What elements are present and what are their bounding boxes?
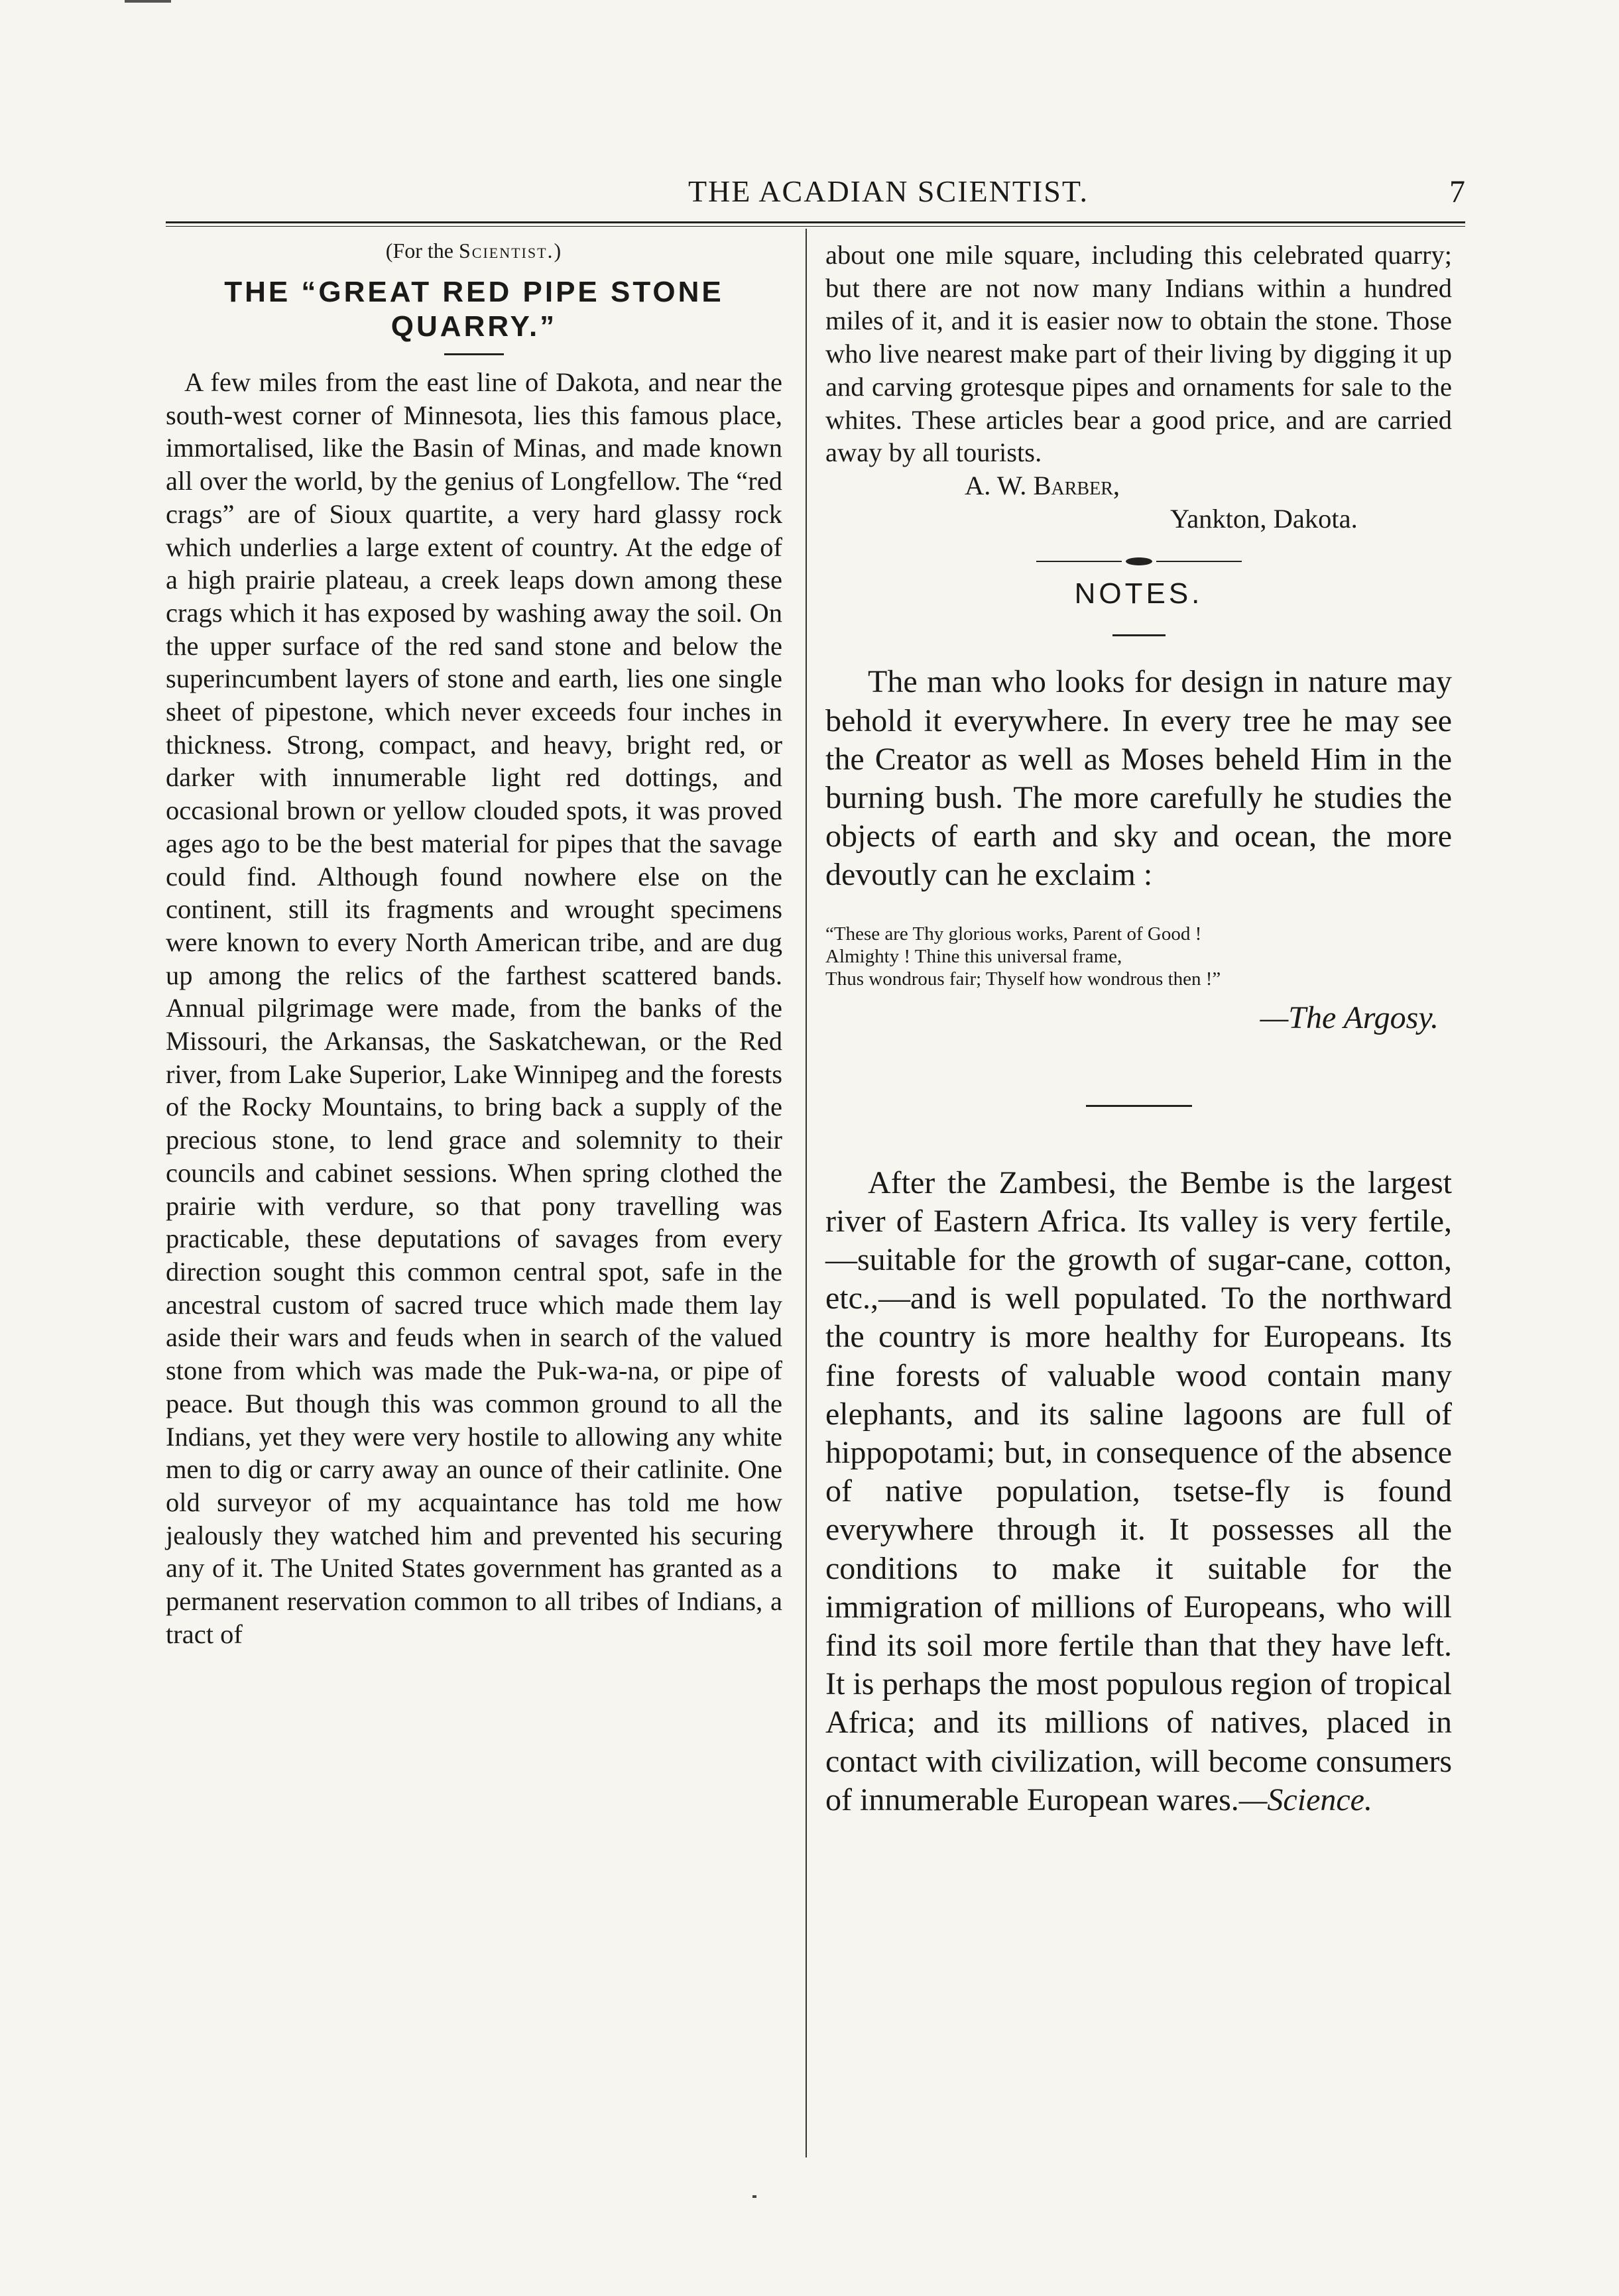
article-paragraph: A few miles from the east line of Dakota, and near the south-west corner of Minnesota, lies this famous place, immortalised, like the Basin of Minas, and made known all over the world, by the genius of Longfellow. The “red crags” are of Sioux quartite, a very hard glassy rock which underlies a large extent of country. At the edge of a high prairie plateau, a creek leaps down among these crags which it has exposed by washing away the soil. On the upper surface of the red sand stone and below the superincumbent layers of stone and earth, lies one single sheet of pipestone, which never exceeds four inches in thickness. Strong, compact, and heavy, bright red, or darker with innumerable light red dottings, and occasional brown or yellow clouded spots, it was proved ages ago to be the best material for pipes that the savage could find. Although found nowhere else on the continent, still its fragments and wrought specimens were known to every North American tribe, and are dug up among the relics of the farthest scattered bands. Annual pilgrimage were made, from the banks of the Missouri, the Arkansas, the Saskatchewan, or the Red river, from Lake Superior, Lake Winnipeg and the forests of the Rocky Mountains, to bring back a supply of the precious stone, to lend grace and solemnity to their councils and cabinet sessions. When spring clothed the prairie with verdure, so that pony travelling was practicable, these deputations of savages from every direction sought this common central spot, safe in the ancestral custom of sacred truce which made them lay aside their wars and feuds when in search of the valued stone from which was made the Puk-wa-na, or pipe of peace. But though this was common ground to all the Indians, yet they were very hostile to allowing any white men to dig or carry away an ounce of their catlinite. One old surveyor of my acquaintance has told me how jealously they watched him and prevented his securing any of it. The United States government has granted as a permanent reservation common to all tribes of Indians, a tract of	[166, 367, 782, 1649]
quote-source: —The Argosy.	[1260, 1000, 1439, 1035]
article-attribution	[166, 239, 782, 263]
ornament-center	[1126, 557, 1152, 565]
article-headline-line1: THE “GREAT RED PIPE STONE	[224, 276, 724, 308]
signature-name-text: A. W. Barber,	[965, 470, 1120, 500]
quote-line: “These are Thy glorious works, Parent of Good !	[825, 923, 1202, 945]
ornament-line-left	[1036, 561, 1122, 562]
article-continuation	[825, 239, 1452, 469]
attribution-journal: Scientist.)	[458, 239, 563, 262]
header-rule	[166, 221, 1465, 227]
page-number: 7	[1449, 174, 1465, 209]
quote-line: Almighty ! Thine this universal frame,	[825, 945, 1122, 967]
note-two	[825, 1164, 1452, 1819]
right-column	[825, 239, 1452, 1819]
signature-place: Yankton, Dakota.	[1170, 503, 1358, 534]
note-one-paragraph: The man who looks for design in nature may behold it everywhere. In every tree he may see the Creator as well as Moses beheld Him in the burning bush. The more carefully he studies the objects of earth and sky and ocean, the more devoutly can he exclaim :	[825, 664, 1452, 893]
continuation-paragraph: about one mile square, including this celebrated quarry; but there are not now many Indians within a hundred miles of it, and it is easier now to obtain the stone. Those who live nearest make part of their living by digging it up and carving grotesque pipes and ornaments for sale to the whites. These articles bear a good price, and are carried away by all tourists.	[825, 240, 1452, 468]
top-edge-mark	[125, 0, 171, 9]
headline-rule	[444, 353, 504, 355]
notes-divider	[1086, 1105, 1192, 1107]
notes-rule	[1112, 634, 1166, 636]
quote-line: Thus wondrous fair; Thyself how wondrous then !”	[825, 968, 1221, 990]
running-title: THE ACADIAN SCIENTIST.	[688, 174, 1089, 208]
note-one	[825, 663, 1452, 894]
ornament-line-right	[1156, 561, 1242, 562]
notes-heading: NOTES.	[1074, 577, 1203, 610]
section-ornament	[1036, 557, 1242, 565]
article-body	[166, 366, 782, 1650]
article-headline-line2: QUARRY.”	[390, 310, 558, 343]
verse-quote	[825, 923, 1452, 990]
note-two-source: —Science.	[1238, 1782, 1372, 1817]
note-two-paragraph	[825, 1164, 1452, 1819]
note-two-text: After the Zambesi, the Bembe is the largest river of Eastern Africa. Its valley is very fertile,—suitable for the growth of sugar-cane, cotton, etc.,—and is well populated. To the northward the country is more healthy for Europeans. Its fine forests of valuable wood contain many elephants, and its saline lagoons are full of hippopotami; but, in consequence of the absence of native population, tsetse-fly is found everywhere through it. It possesses all the conditions to make it suitable for the immigration of millions of Europeans, who will find its soil more fertile than that they have left. It is perhaps the most populous region of tropical Africa; and its millions of natives, placed in contact with civilization, will become consumers of innumerable European wares.	[825, 1165, 1452, 1817]
left-column	[166, 239, 782, 1650]
column-divider	[806, 229, 807, 2157]
attribution-prefix: (For the	[385, 239, 453, 262]
page-header	[166, 174, 1465, 213]
signature-name	[965, 469, 1452, 502]
bottom-mark	[752, 2195, 756, 2198]
